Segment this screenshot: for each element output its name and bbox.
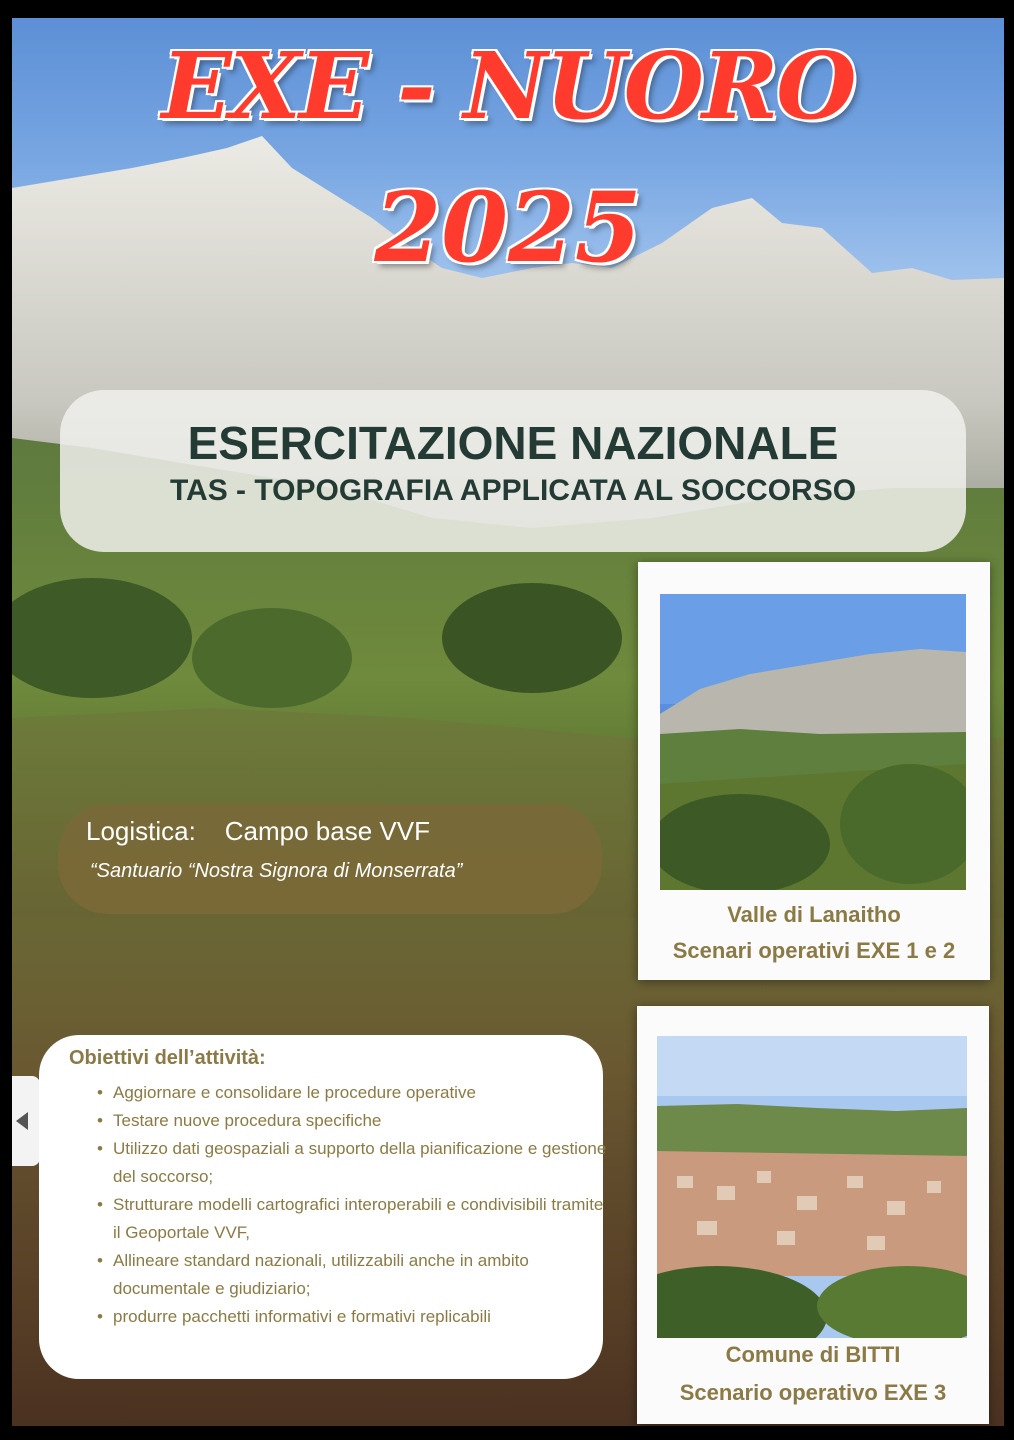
- list-item: [97, 1303, 613, 1331]
- photo2-caption-line1: Comune di BITTI: [725, 1342, 901, 1367]
- logistics-value: Campo base VVF: [224, 816, 430, 846]
- bullet-icon: •: [97, 1195, 103, 1214]
- objective-text: Strutturare modelli cartografici interoperabili e condivisibili tramite il Geoportale VVF,: [113, 1195, 604, 1242]
- photo-comune-di-bitti: [657, 1036, 967, 1338]
- bullet-icon: •: [97, 1307, 103, 1326]
- photo2-caption-line2: Scenario operativo EXE 3: [679, 1380, 947, 1405]
- logistics-box: [58, 804, 602, 914]
- bullet-icon: •: [97, 1111, 103, 1130]
- header-banner: [60, 390, 966, 552]
- objectives-list: [97, 1079, 613, 1331]
- objective-text: Testare nuove procedura specifiche: [113, 1111, 382, 1130]
- logistics-label: Logistica:: [86, 816, 196, 846]
- poster-year: 2025: [374, 171, 642, 284]
- bullet-icon: •: [97, 1251, 103, 1270]
- list-item: [97, 1135, 613, 1191]
- photo1-caption-line1: Valle di Lanaitho: [727, 902, 901, 927]
- list-item: [97, 1079, 613, 1107]
- list-item: [97, 1247, 613, 1303]
- objective-text: Utilizzo dati geospaziali a supporto della pianificazione e gestione del soccorso;: [113, 1139, 607, 1186]
- objective-text: Aggiornare e consolidare le procedure operative: [113, 1083, 476, 1102]
- photo-valle-di-lanaitho: [660, 594, 966, 890]
- logistics-heading: [86, 816, 430, 847]
- side-tab[interactable]: [12, 1076, 40, 1166]
- poster-title: EXE - NUORO: [161, 32, 855, 140]
- header-subtitle: TAS - TOPOGRAFIA APPLICATA AL SOCCORSO: [169, 474, 857, 507]
- poster: [12, 18, 1004, 1426]
- photo-frame-comune-di-bitti: [637, 1006, 989, 1424]
- list-item: [97, 1107, 613, 1135]
- objective-text: Allineare standard nazionali, utilizzabili anche in ambito documentale e giudiziario;: [113, 1251, 529, 1298]
- logistics-place: “Santuario “Nostra Signora di Monserrata”: [90, 860, 463, 882]
- header-title: ESERCITAZIONE NAZIONALE: [187, 417, 839, 469]
- bullet-icon: •: [97, 1083, 103, 1102]
- bullet-icon: •: [97, 1139, 103, 1158]
- objectives-box: [39, 1035, 607, 1379]
- photo1-caption-line2: Scenari operativi EXE 1 e 2: [672, 938, 956, 963]
- photo-frame-valle-di-lanaitho: [638, 562, 990, 980]
- objective-text: produrre pacchetti informativi e formativi replicabili: [113, 1307, 491, 1326]
- objectives-title: Obiettivi dell’attività:: [69, 1047, 266, 1069]
- chevron-left-icon: [16, 1112, 28, 1130]
- list-item: [97, 1191, 613, 1247]
